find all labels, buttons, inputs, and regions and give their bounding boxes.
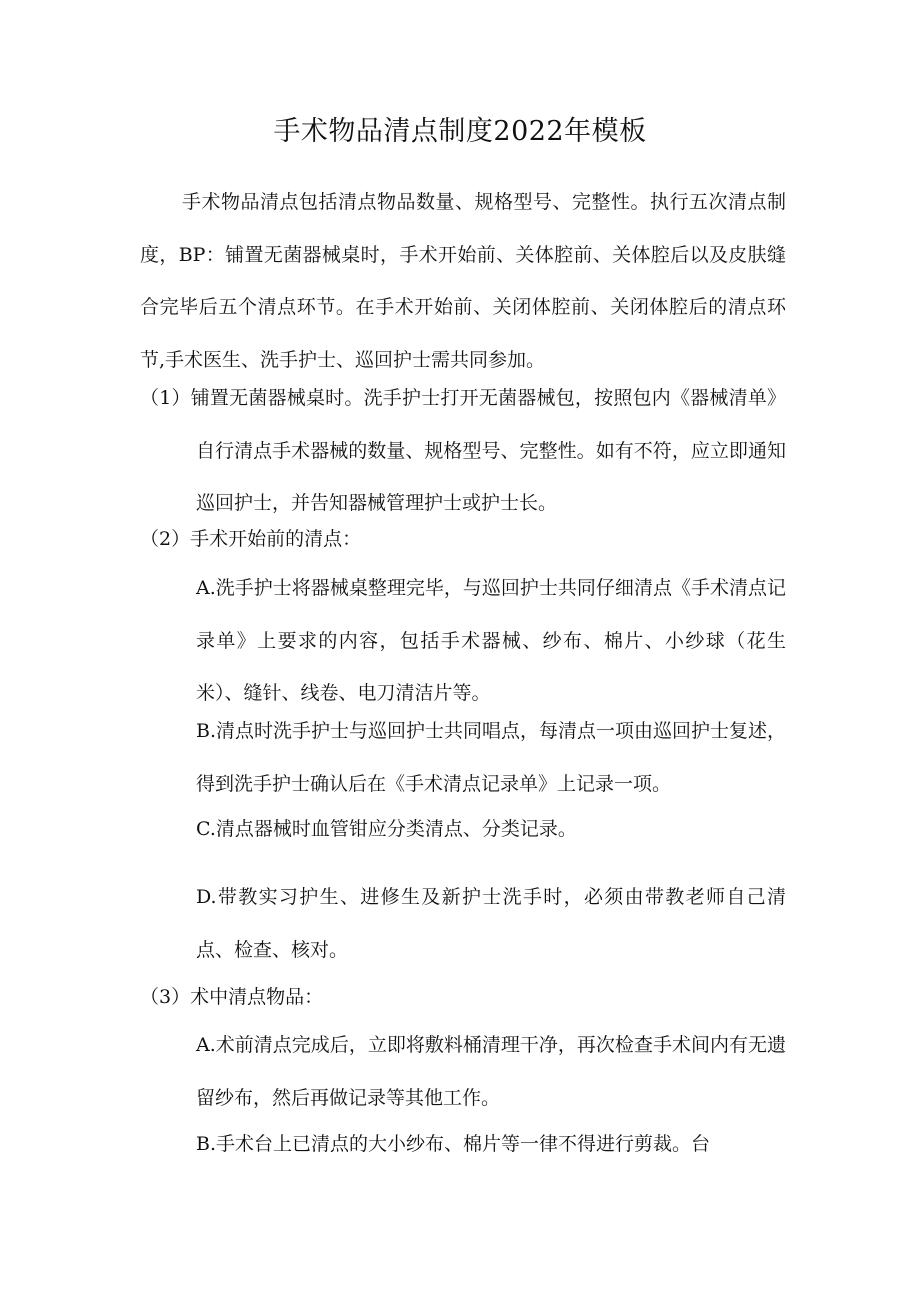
step-2-item-d: D.带教实习护生、进修生及新护士洗手时，必须由带教老师自己清点、检查、核对。 [196,886,786,961]
step-3-item-a: A.术前清点完成后，立即将敷料桶清理干净，再次检查手术间内有无遗留纱布，然后再做记录等其他工作。 [196,1034,786,1109]
step-2-item-a: A.洗手护士将器械桌整理完毕，与巡回护士共同仔细清点《手术清点记录单》上要求的内容，包括手术器械、纱布、棉片、小纱球（花生米）、缝针、线卷、电刀清洁片等。 [196,577,786,704]
intro-paragraph: 手术物品清点包括清点物品数量、规格型号、完整性。执行五次清点制度，BP：铺置无菌器械桌时，手术开始前、关体腔前、关体腔后以及皮肤缝合完毕后五个清点环节。在手术开始前、关闭体腔前、关闭体腔后的清点环节,手术医生、洗手护士、巡回护士需共同参加。 [140,191,786,371]
step-2-item-b: B.清点时洗手护士与巡回护士共同唱点，每清点一项由巡回护士复述，得到洗手护士确认后在《手术清点记录单》上记录一项。 [196,720,787,795]
step-3-item-b: B.手术台上已清点的大小纱布、棉片等一律不得进行剪裁。台 [196,1133,711,1155]
step-3-heading: （3）术中清点物品： [140,986,324,1008]
step-2-heading: （2）手术开始前的清点： [140,528,362,550]
document-title: 手术物品清点制度2022年模板 [273,116,647,147]
step-1-paragraph: （1）铺置无菌器械桌时。洗手护士打开无菌器械包，按照包内《器械清单》自行清点手术器械的数量、规格型号、完整性。如有不符，应立即通知巡回护士，并告知器械管理护士或护士长。 [140,387,786,514]
step-2-item-c: C.清点器械时血管钳应分类清点、分类记录。 [196,818,577,840]
